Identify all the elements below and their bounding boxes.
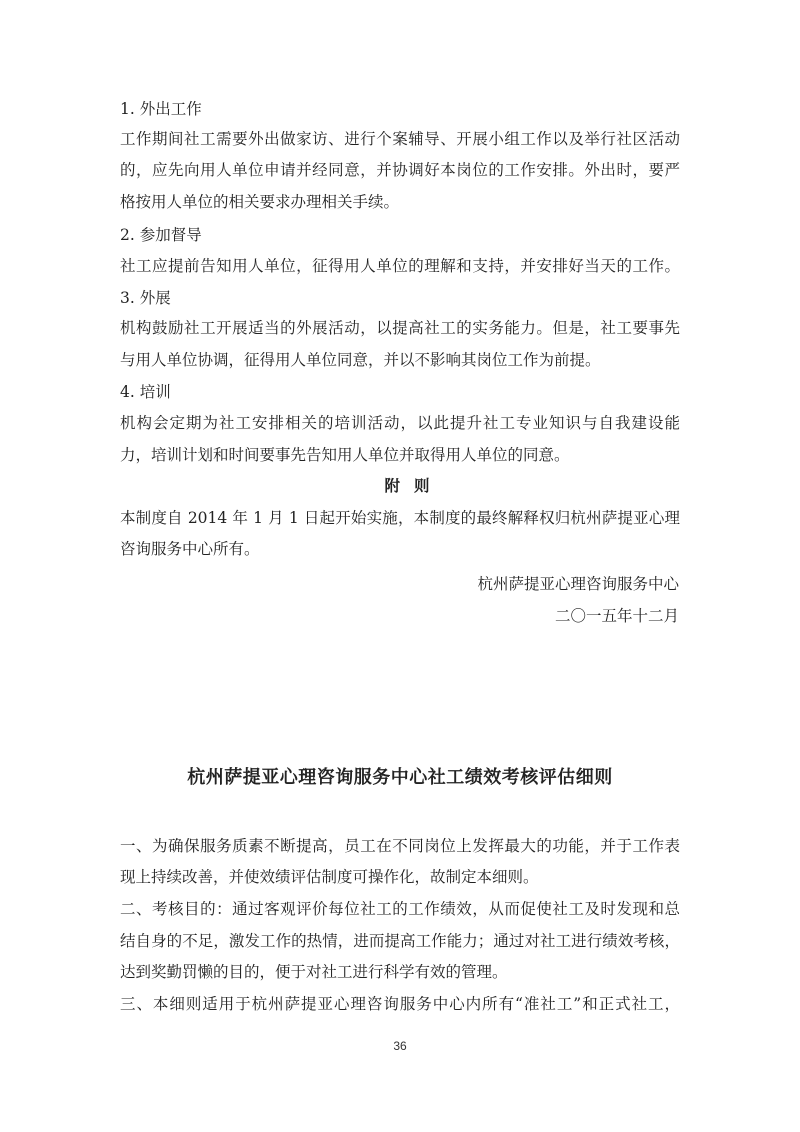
- paragraph-line: 本制度自 2014 年 1 月 1 日起开始实施，本制度的最终解释权归杭州萨提亚心理: [120, 509, 680, 527]
- paragraph-line: 与用人单位协调，征得用人单位同意，并以不影响其岗位工作为前提。: [120, 351, 601, 369]
- paragraph-line: 咨询服务中心所有。: [120, 540, 260, 558]
- paragraph-line: 的，应先向用人单位申请并经同意，并协调好本岗位的工作安排。外出时，要严: [120, 161, 680, 179]
- page-number: 36: [393, 1039, 407, 1053]
- item4-heading: 4. 培训: [120, 383, 171, 401]
- paragraph-line: 机构鼓励社工开展适当的外展活动，以提高社工的实务能力。但是，社工要事先: [120, 319, 680, 337]
- item1-heading: 1. 外出工作: [120, 100, 202, 118]
- paragraph-line: 力，培训计划和时间要事先告知用人单位并取得用人单位的同意。: [120, 446, 570, 464]
- item2-heading: 2. 参加督导: [120, 226, 202, 244]
- paragraph-line: 结自身的不足，激发工作的热情，进而提高工作能力；通过对社工进行绩效考核，: [120, 932, 680, 950]
- item3-heading: 3. 外展: [120, 289, 171, 307]
- paragraph-line: 机构会定期为社工安排相关的培训活动，以此提升社工专业知识与自我建设能: [120, 414, 680, 432]
- paragraph-line: 二、考核目的：通过客观评价每位社工的工作绩效，从而促使社工及时发现和总: [120, 900, 680, 918]
- signature-org: 杭州萨提亚心理咨询服务中心: [477, 575, 679, 593]
- paragraph-line: 一、为确保服务质素不断提高，员工在不同岗位上发挥最大的功能，并于工作表: [120, 837, 680, 855]
- paragraph-line: 现上持续改善，并使效绩评估制度可操作化，故制定本细则。: [120, 868, 539, 886]
- paragraph-line: 三、本细则适用于杭州萨提亚心理咨询服务中心内所有“准社工”和正式社工，: [120, 995, 680, 1013]
- signature-date: 二〇一五年十二月: [554, 607, 679, 625]
- paragraph-line: 格按用人单位的相关要求办理相关手续。: [120, 193, 400, 211]
- paragraph-line: 工作期间社工需要外出做家访、进行个案辅导、开展小组工作以及举行社区活动: [120, 130, 680, 148]
- document-title: 杭州萨提亚心理咨询服务中心社工绩效考核评估细则: [187, 767, 613, 788]
- appendix-heading: 附则: [384, 476, 444, 495]
- paragraph-line: 社工应提前告知用人单位，征得用人单位的理解和支持，并安排好当天的工作。: [120, 257, 680, 275]
- paragraph-line: 达到奖勤罚懒的目的，便于对社工进行科学有效的管理。: [120, 963, 508, 981]
